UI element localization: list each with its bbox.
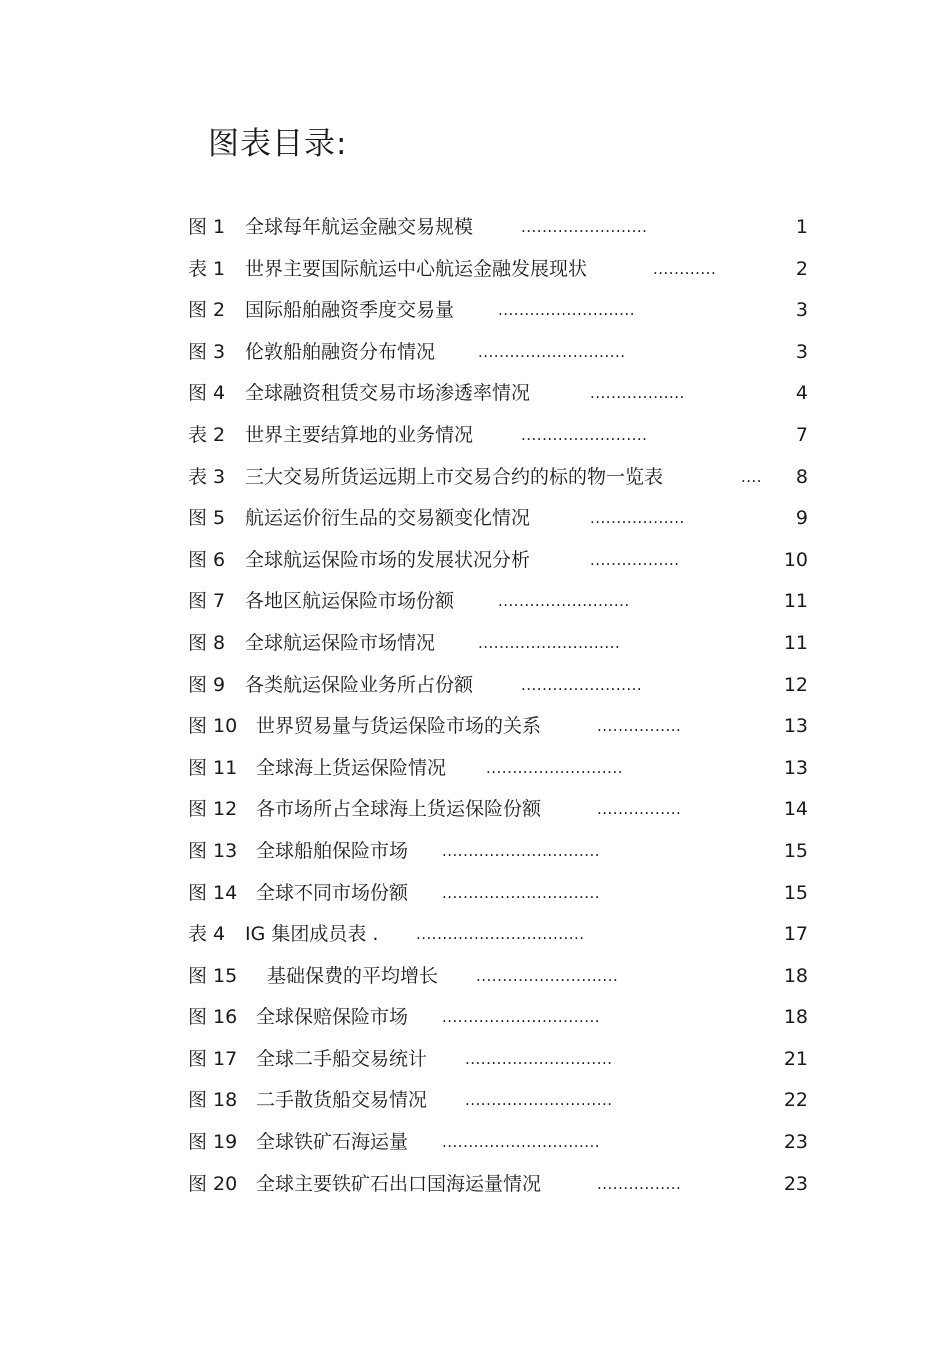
page-number: 22 — [783, 1089, 808, 1112]
toc-entry[interactable] — [188, 623, 810, 665]
entry-number: 图 1 — [188, 216, 226, 238]
dot-leader: ............................ — [465, 1049, 613, 1068]
dot-leader: ........................ — [521, 218, 648, 236]
dot-leader: .......................... — [486, 758, 623, 777]
entry-title: 全球融资租赁交易市场渗透率情况 — [245, 382, 531, 405]
page-number: 13 — [783, 756, 808, 779]
dot-leader: ................ — [597, 800, 682, 819]
entry-title: 各类航运保险业务所占份额 — [245, 673, 474, 696]
toc-entry[interactable] — [188, 914, 810, 956]
page-number: 8 — [795, 465, 808, 488]
entry-number: 表 1 — [188, 257, 226, 280]
entry-number: 图 14 — [188, 881, 238, 904]
page-number: 9 — [795, 507, 808, 530]
toc-entry[interactable] — [188, 373, 810, 415]
page-number: 12 — [783, 673, 808, 696]
entry-number: 图 17 — [188, 1047, 238, 1070]
toc-entry[interactable] — [188, 249, 810, 291]
page-number: 2 — [795, 257, 808, 280]
toc-entry[interactable] — [188, 706, 810, 748]
entry-number: 图 11 — [188, 756, 238, 779]
entry-number: 图 5 — [188, 507, 226, 530]
dot-leader: ............................ — [478, 342, 626, 361]
entry-title: 基础保费的平均增长 — [267, 964, 439, 987]
entry-title: 全球不同市场份额 — [256, 881, 409, 904]
dot-leader: .............................. — [442, 1008, 601, 1027]
dot-leader: ........................... — [476, 966, 619, 985]
entry-number: 表 3 — [188, 465, 226, 488]
toc-entry[interactable] — [188, 332, 810, 374]
entry-title: 全球每年航运金融交易规模 — [245, 216, 474, 238]
dot-leader: ........................ — [521, 425, 648, 444]
dot-leader: .............................. — [442, 883, 601, 902]
entry-title: 伦敦船舶融资分布情况 — [245, 340, 436, 363]
page-number: 21 — [783, 1047, 808, 1070]
entry-number: 图 6 — [188, 548, 226, 571]
entry-number: 图 3 — [188, 340, 226, 363]
toc-entry[interactable] — [188, 748, 810, 790]
dot-leader: .................. — [590, 384, 685, 403]
toc-entry[interactable] — [188, 498, 810, 540]
dot-leader: .............................. — [442, 1133, 601, 1152]
entry-number: 图 7 — [188, 590, 226, 613]
entry-title: 世界主要国际航运中心航运金融发展现状 — [245, 257, 588, 280]
entry-number: 图 10 — [188, 715, 238, 738]
dot-leader: ........................... — [478, 633, 621, 652]
dot-leader: ............................ — [465, 1091, 613, 1110]
page-number: 7 — [795, 423, 808, 446]
entry-title: 世界主要结算地的业务情况 — [245, 423, 474, 446]
page-number: 3 — [795, 340, 808, 363]
entry-title: 全球二手船交易统计 — [256, 1047, 428, 1070]
entry-title: 全球海上货运保险情况 — [256, 756, 447, 779]
dot-leader: ....................... — [521, 675, 643, 694]
dot-leader: ................ — [597, 717, 682, 736]
toc-entry[interactable] — [188, 1039, 810, 1081]
page-number: 14 — [783, 798, 808, 821]
toc-entry[interactable] — [188, 831, 810, 873]
entry-title: 全球主要铁矿石出口国海运量情况 — [256, 1172, 542, 1195]
toc-entry[interactable] — [188, 1080, 810, 1122]
toc-entry[interactable] — [188, 873, 810, 915]
toc-entry[interactable] — [188, 415, 810, 457]
entry-number: 图 15 — [188, 964, 238, 987]
entry-number: 图 2 — [188, 299, 226, 322]
page-number: 23 — [783, 1172, 808, 1195]
page-number: 23 — [783, 1131, 808, 1154]
toc-entry[interactable] — [188, 457, 810, 499]
toc-entry[interactable] — [188, 665, 810, 707]
page-number: 11 — [783, 590, 808, 613]
dot-leader: ............ — [653, 259, 717, 278]
dot-leader: .......................... — [498, 301, 635, 320]
dot-leader: ................. — [590, 550, 680, 569]
dot-leader: ......................... — [498, 592, 630, 611]
entry-number: 图 20 — [188, 1172, 238, 1195]
toc-entry[interactable] — [188, 1122, 810, 1164]
page-number: 18 — [783, 964, 808, 987]
toc-entry[interactable] — [188, 789, 810, 831]
entry-title: 二手散货船交易情况 — [256, 1089, 428, 1112]
entry-title: 世界贸易量与货运保险市场的关系 — [256, 715, 542, 738]
entry-title: 全球保赔保险市场 — [256, 1006, 409, 1029]
entry-title: 全球航运保险市场的发展状况分析 — [245, 548, 531, 571]
dot-leader: ................ — [597, 1174, 682, 1193]
toc-entry[interactable] — [188, 997, 810, 1039]
dot-leader: .............................. — [442, 841, 601, 860]
entry-number: 图 18 — [188, 1089, 238, 1112]
page-number: 1 — [795, 216, 808, 238]
entry-number: 图 16 — [188, 1006, 238, 1029]
entry-number: 图 13 — [188, 839, 238, 862]
table-of-figures — [188, 207, 810, 1205]
page-number: 11 — [783, 631, 808, 654]
page-number: 13 — [783, 715, 808, 738]
dot-leader: .... — [741, 467, 763, 486]
entry-title: 三大交易所货运远期上市交易合约的标的物一览表 — [245, 465, 664, 488]
toc-entry[interactable] — [188, 540, 810, 582]
entry-title: IG 集团成员表 . — [245, 923, 379, 946]
entry-title: 全球船舶保险市场 — [256, 839, 409, 862]
toc-entry[interactable] — [188, 581, 810, 623]
entry-title: 全球航运保险市场情况 — [245, 631, 436, 654]
entry-title: 国际船舶融资季度交易量 — [245, 299, 455, 322]
toc-entry[interactable] — [188, 290, 810, 332]
entry-title: 各市场所占全球海上货运保险份额 — [256, 798, 542, 821]
page-number: 3 — [795, 299, 808, 322]
entry-number: 图 9 — [188, 673, 226, 696]
entry-number: 图 8 — [188, 631, 226, 654]
toc-entry[interactable] — [188, 1164, 810, 1206]
page-number: 18 — [783, 1006, 808, 1029]
page-number: 15 — [783, 839, 808, 862]
dot-leader: .................. — [590, 509, 685, 528]
entry-number: 表 4 — [188, 923, 226, 946]
entry-title: 全球铁矿石海运量 — [256, 1131, 409, 1154]
page-number: 4 — [795, 382, 808, 405]
entry-number: 图 19 — [188, 1131, 238, 1154]
entry-title: 各地区航运保险市场份额 — [245, 590, 455, 613]
page-title: 图表目录: — [208, 126, 348, 162]
page-number: 15 — [783, 881, 808, 904]
toc-entry[interactable] — [188, 956, 810, 998]
page-number: 17 — [783, 923, 808, 946]
dot-leader: ................................ — [416, 925, 585, 944]
toc-entry[interactable] — [188, 207, 810, 249]
entry-number: 图 12 — [188, 798, 238, 821]
entry-title: 航运运价衍生品的交易额变化情况 — [245, 507, 531, 530]
entry-number: 图 4 — [188, 382, 226, 405]
page-number: 10 — [783, 548, 808, 571]
entry-number: 表 2 — [188, 423, 226, 446]
